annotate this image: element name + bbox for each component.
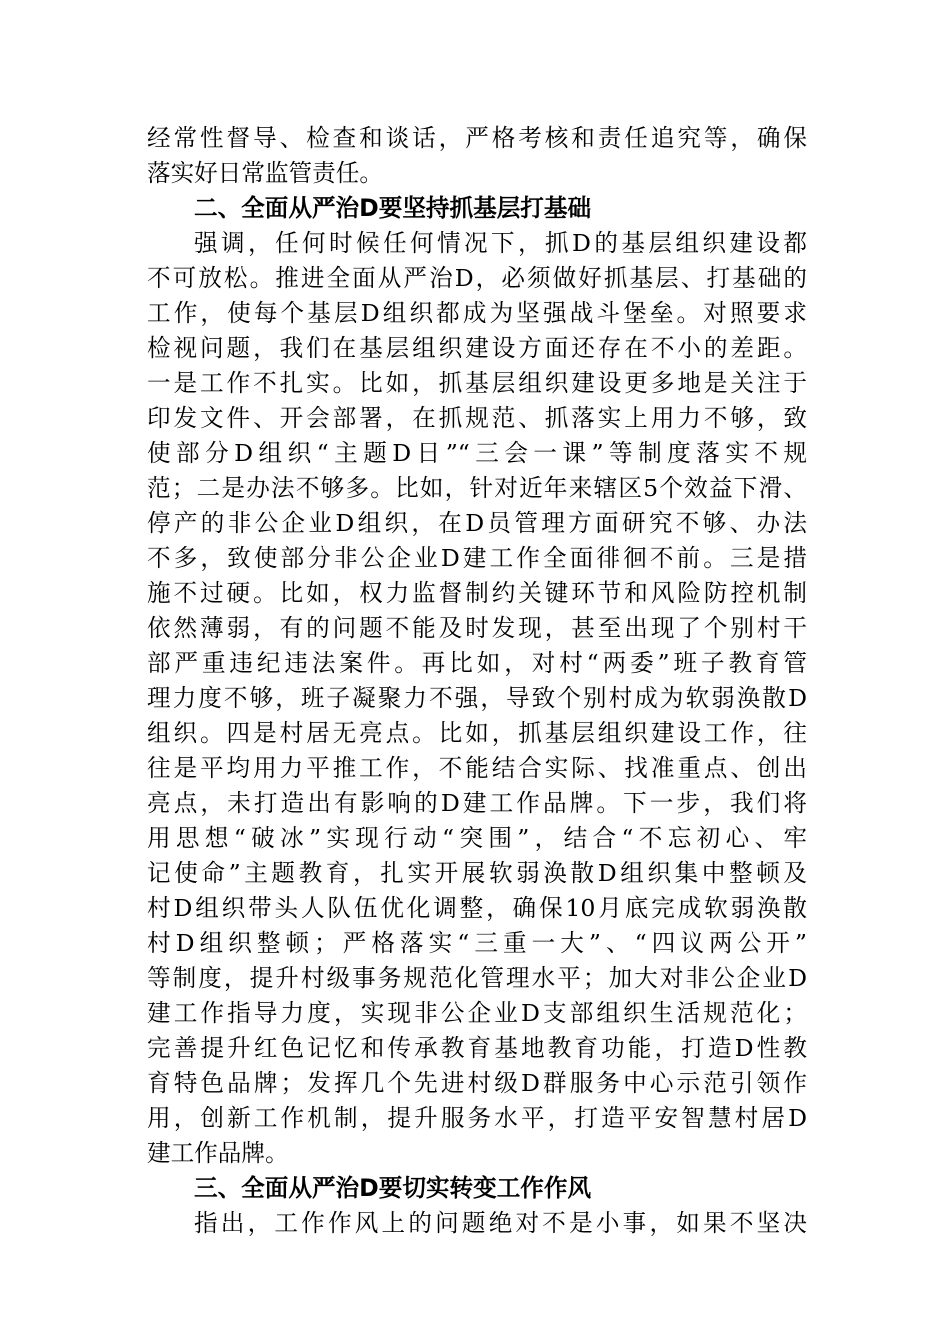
- text-line: 记使命”主题教育，扎实开展软弱涣散D组织集中整顿及: [147, 859, 807, 887]
- text-line: 不多，致使部分非公企业D建工作全面徘徊不前。三是措: [147, 544, 807, 572]
- text-line: 完善提升红色记忆和传承教育基地教育功能，打造D性教: [147, 1034, 807, 1062]
- text-line: 一是工作不扎实。比如，抓基层组织建设更多地是关注于: [147, 369, 807, 397]
- text-line: 工作，使每个基层D组织都成为坚强战斗堡垒。对照要求: [147, 299, 807, 327]
- text-line: 亮点，未打造出有影响的D建工作品牌。下一步，我们将: [147, 789, 807, 817]
- text-line: 检视问题，我们在基层组织建设方面还存在不小的差距。: [147, 334, 807, 362]
- text-line: 部严重违纪违法案件。再比如，对村“两委”班子教育管: [147, 649, 807, 677]
- text-line: 组织。四是村居无亮点。比如，抓基层组织建设工作，往: [147, 719, 807, 747]
- text-line: 用，创新工作机制，提升服务水平，打造平安智慧村居D: [147, 1104, 807, 1132]
- text-line: 用思想“破冰”实现行动“突围”，结合“不忘初心、牢: [147, 824, 807, 852]
- text-line: 施不过硬。比如，权力监督制约关键环节和风险防控机制: [147, 579, 807, 607]
- text-line: 不可放松。推进全面从严治D，必须做好抓基层、打基础的: [147, 264, 807, 292]
- text-line: 建工作指导力度，实现非公企业D支部组织生活规范化；: [147, 999, 807, 1027]
- text-line: 等制度，提升村级事务规范化管理水平；加大对非公企业D: [147, 964, 807, 992]
- text-line: 印发文件、开会部署，在抓规范、抓落实上用力不够，致: [147, 404, 807, 432]
- text-line: 育特色品牌；发挥几个先进村级D群服务中心示范引领作: [147, 1069, 807, 1097]
- text-line: 使部分D组织“主题D日”“三会一课”等制度落实不规: [147, 439, 807, 467]
- text-line: 依然薄弱，有的问题不能及时发现，甚至出现了个别村干: [147, 614, 807, 642]
- text-line: 强调，任何时候任何情况下，抓D的基层组织建设都: [194, 229, 807, 257]
- section-heading: 二、全面从严治D要坚持抓基层打基础: [194, 194, 592, 222]
- text-line: 建工作品牌。: [147, 1139, 289, 1167]
- section-heading: 三、全面从严治D要切实转变工作作风: [194, 1174, 592, 1202]
- text-line: 理力度不够，班子凝聚力不强，导致个别村成为软弱涣散D: [147, 684, 807, 712]
- text-line: 停产的非公企业D组织，在D员管理方面研究不够、办法: [147, 509, 807, 537]
- text-line: 范；二是办法不够多。比如，针对近年来辖区5个效益下滑、: [147, 474, 807, 502]
- text-line: 指出，工作作风上的问题绝对不是小事，如果不坚决: [194, 1209, 807, 1237]
- text-line: 经常性督导、检查和谈话，严格考核和责任追究等，确保: [147, 124, 807, 152]
- text-line: 村D组织带头人队伍优化调整，确保10月底完成软弱涣散: [147, 894, 807, 922]
- text-line: 落实好日常监管责任。: [147, 159, 383, 187]
- text-line: 往是平均用力平推工作，不能结合实际、找准重点、创出: [147, 754, 807, 782]
- text-line: 村D组织整顿；严格落实“三重一大”、“四议两公开”: [147, 929, 807, 957]
